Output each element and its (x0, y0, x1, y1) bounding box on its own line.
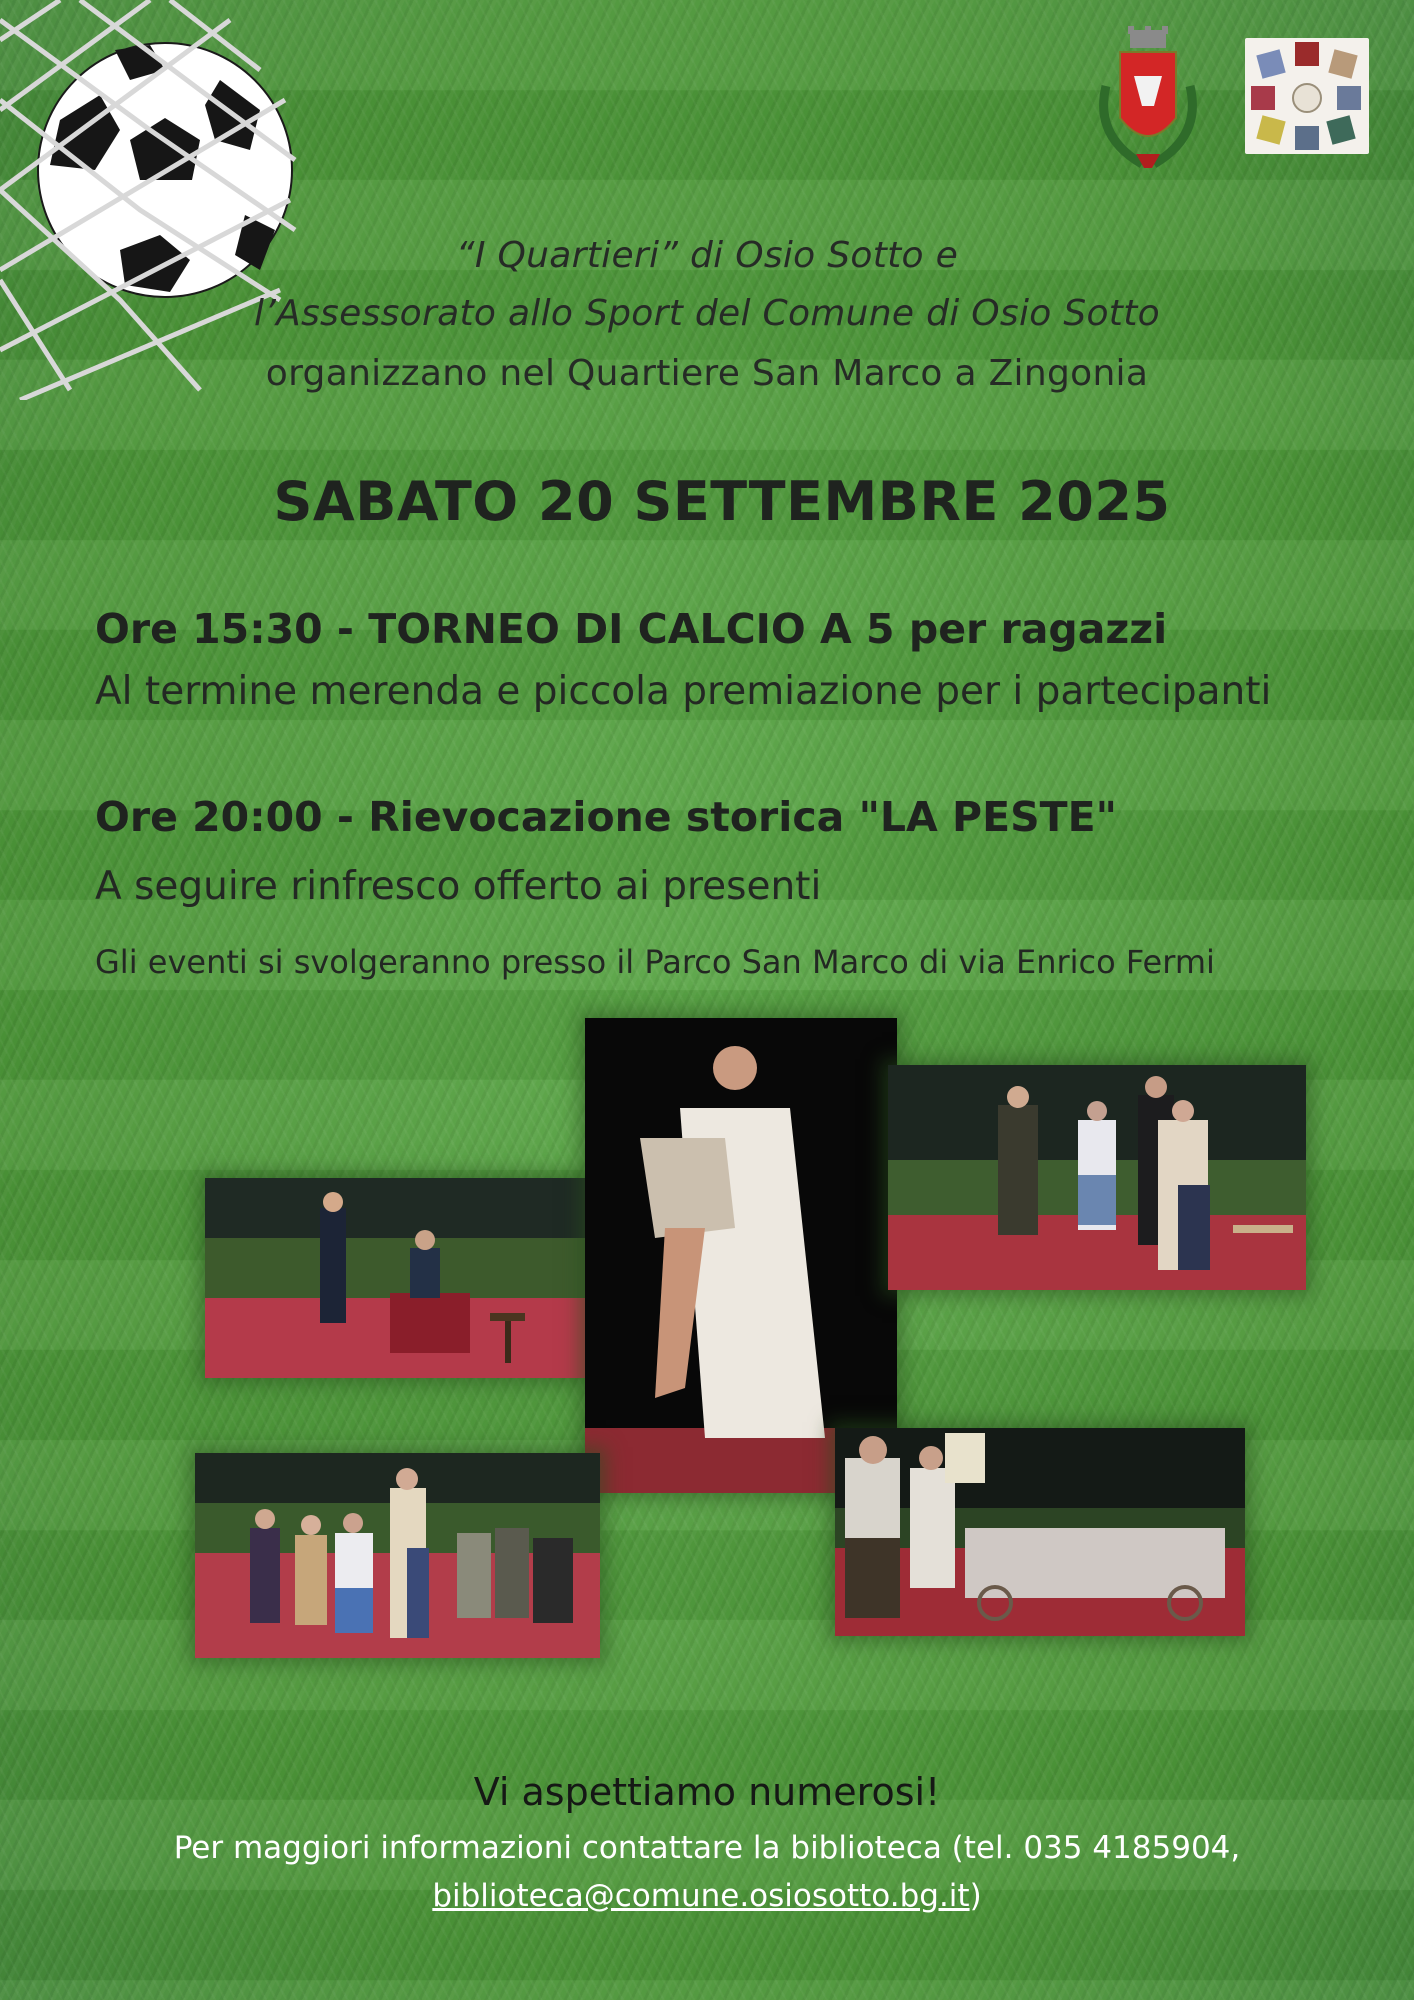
photo-notary-scene (205, 1178, 585, 1378)
contact-email-line (0, 1878, 1414, 1914)
quartieri-logo-icon (1245, 38, 1369, 154)
photo-villagers-scene (888, 1065, 1306, 1290)
soccer-ball-in-net-icon (0, 0, 300, 400)
photo-plague-cart (835, 1428, 1245, 1636)
event-1-title: Ore 15:30 - TORNEO DI CALCIO A 5 per ragazzi (95, 605, 1168, 653)
event-2-detail: A seguire rinfresco offerto ai presenti (95, 864, 822, 909)
event-1-detail: Al termine merenda e piccola premiazione per i partecipanti (95, 669, 1272, 714)
municipal-crest-icon (1092, 26, 1204, 172)
organizers-line-3: organizzano nel Quartiere San Marco a Zingonia (265, 353, 1149, 394)
organizers-line-2: l’Assessorato allo Sport del Comune di Osio Sotto (254, 293, 1160, 334)
closing-parenthesis: ) (969, 1878, 982, 1914)
email-link[interactable]: biblioteca@comune.osiosotto.bg.it (432, 1878, 970, 1914)
contact-info: Per maggiori informazioni contattare la biblioteca (tel. 035 4185904, (173, 1830, 1241, 1866)
photo-candle-procession (195, 1453, 600, 1658)
organizers-line-1: “I Quartieri” di Osio Sotto e (455, 235, 959, 276)
location-note: Gli eventi si svolgeranno presso il Parco San Marco di via Enrico Fermi (95, 943, 1215, 981)
event-2-title: Ore 20:00 - Rievocazione storica "LA PESTE" (95, 793, 1117, 841)
closing-greeting: Vi aspettiamo numerosi! (473, 1770, 941, 1814)
event-date: SABATO 20 SETTEMBRE 2025 (273, 470, 1171, 533)
photo-plague-embrace (585, 1018, 897, 1493)
